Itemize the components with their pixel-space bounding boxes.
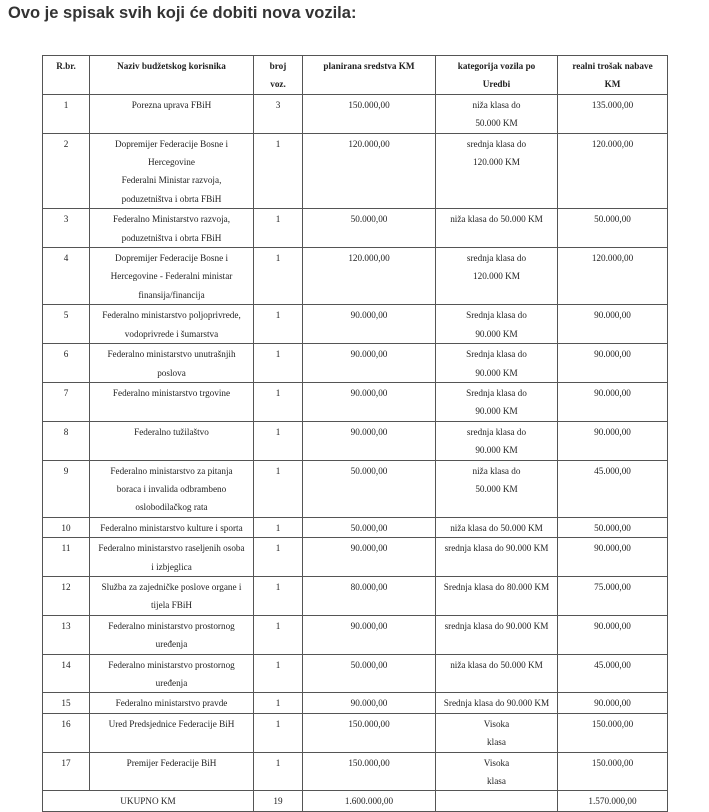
cell-kategorija (436, 713, 558, 752)
cell-korisnik (90, 538, 254, 577)
cell-kategorija (436, 248, 558, 305)
cell-kategorija (436, 538, 558, 577)
cell-line: 50.000,00 (350, 522, 388, 533)
table-row (43, 94, 668, 133)
cell-line: 90.000,00 (594, 543, 631, 554)
cell-line: Srednja klasa do (466, 349, 527, 360)
cell-planirana-sredstva (303, 209, 436, 248)
cell-line: Srednja klasa do 90.000 KM (443, 698, 550, 709)
cell-line: 90.000,00 (594, 620, 631, 631)
cell-line: 90.000,00 (594, 349, 631, 360)
cell-line: 3 (275, 99, 281, 110)
cell-line: Federalno ministarstvo raseljenih osoba (98, 543, 245, 554)
cell-line: srednja klasa do 90.000 KM (444, 543, 549, 554)
header-line: planirana sredstva KM (323, 61, 415, 71)
cell-broj-vozila (254, 517, 303, 537)
cell-line: 150.000,00 (348, 757, 390, 768)
cell-line: 1 (275, 465, 281, 476)
cell-line: 50.000,00 (594, 214, 631, 225)
cell-line: 17 (61, 757, 71, 768)
cell-planirana-sredstva (303, 305, 436, 344)
cell-line: 1 (275, 522, 281, 533)
table-row (43, 576, 668, 615)
cell-broj-vozila (254, 460, 303, 517)
cell-planirana-sredstva (303, 382, 436, 421)
cell-realni-trosak (558, 576, 668, 615)
cell-rbr (43, 538, 90, 577)
cell-line: Federalno ministarstvo prostornog (108, 659, 235, 670)
cell-line: 1 (275, 659, 281, 670)
table-row (43, 209, 668, 248)
cell-line: Hercegovine (148, 157, 195, 168)
cell-rbr (43, 460, 90, 517)
cell-rbr (43, 305, 90, 344)
cell-line: Srednja klasa do 80.000 KM (443, 581, 550, 592)
cell-broj-vozila (254, 209, 303, 248)
cell-line: poslova (157, 367, 186, 378)
table-row (43, 460, 668, 517)
vehicle-table (42, 55, 668, 812)
cell-line: poduzetništva i obrta FBiH (121, 232, 222, 243)
cell-line: 90.000,00 (594, 310, 631, 321)
cell-line: 90.000 KM (475, 445, 518, 456)
cell-line: srednja klasa do (466, 138, 527, 149)
table-row (43, 305, 668, 344)
cell-line: 1 (63, 99, 69, 110)
cell-line: 1 (275, 426, 281, 437)
cell-line: 120.000 KM (473, 271, 520, 282)
cell-korisnik (90, 654, 254, 693)
cell-kategorija (436, 305, 558, 344)
header-line: kategorija vozila po (457, 61, 536, 71)
header-line: Naziv budžetskog korisnika (117, 61, 226, 71)
cell-realni-trosak (558, 654, 668, 693)
cell-rbr (43, 576, 90, 615)
table-row (43, 382, 668, 421)
cell-line: srednja klasa do (466, 253, 527, 264)
cell-kategorija (436, 576, 558, 615)
cell-broj-vozila (254, 693, 303, 713)
cell-realni-trosak (558, 615, 668, 654)
cell-line: 50.000,00 (594, 522, 631, 533)
cell-korisnik (90, 382, 254, 421)
cell-broj-vozila (254, 576, 303, 615)
cell-rbr (43, 752, 90, 791)
page-heading: Ovo je spisak svih koji će dobiti nova vozila: (8, 4, 357, 22)
cell-realni-trosak (558, 382, 668, 421)
cell-planirana-sredstva (303, 752, 436, 791)
table-header-row (43, 56, 668, 95)
cell-line: 3 (63, 214, 69, 225)
cell-realni-trosak (558, 344, 668, 383)
cell-line: 1 (275, 718, 281, 729)
total-row (43, 791, 668, 811)
header-rbr (43, 56, 90, 95)
cell-korisnik (90, 248, 254, 305)
cell-line: 90.000,00 (350, 426, 388, 437)
cell-line: 120.000,00 (348, 138, 390, 149)
cell-line: i izbjeglica (151, 561, 192, 572)
table-row (43, 248, 668, 305)
cell-line: oslobodilačkog rata (135, 502, 208, 513)
table-row (43, 615, 668, 654)
cell-line: Federalni Ministar razvoja, (121, 175, 222, 186)
cell-broj-vozila (254, 538, 303, 577)
cell-line: Federalno ministarstvo poljoprivrede, (102, 310, 241, 321)
cell-line: 2 (63, 138, 69, 149)
cell-line: 120.000,00 (591, 253, 634, 264)
cell-korisnik (90, 713, 254, 752)
cell-line: klasa (487, 737, 506, 748)
cell-kategorija (436, 344, 558, 383)
cell-line: 50.000 KM (475, 483, 518, 494)
cell-line: Porezna uprava FBiH (131, 99, 212, 110)
cell-line: 5 (63, 310, 69, 321)
cell-korisnik (90, 693, 254, 713)
cell-broj-vozila (254, 654, 303, 693)
cell-line: 90.000,00 (350, 310, 388, 321)
cell-line: 1 (275, 698, 281, 709)
cell-line: 12 (61, 581, 71, 592)
cell-broj-vozila (254, 421, 303, 460)
cell-broj-vozila (254, 133, 303, 209)
table-row (43, 752, 668, 791)
table-row (43, 654, 668, 693)
cell-line: 45.000,00 (594, 465, 631, 476)
cell-rbr (43, 133, 90, 209)
cell-line: 1 (275, 620, 281, 631)
cell-planirana-sredstva (303, 654, 436, 693)
cell-line: 50.000,00 (350, 465, 388, 476)
cell-broj-vozila (254, 752, 303, 791)
cell-line: boraca i invalida odbrambeno (116, 483, 227, 494)
cell-line: 120.000,00 (348, 253, 390, 264)
header-broj-vozila (254, 56, 303, 95)
header-line: voz. (270, 79, 286, 90)
cell-line: Dopremijer Federacije Bosne i (114, 253, 229, 264)
table-row (43, 421, 668, 460)
cell-kategorija (436, 209, 558, 248)
total-real: 1.570.000,00 (558, 791, 668, 811)
cell-line: vodoprivrede i šumarstva (124, 328, 219, 339)
cell-rbr (43, 713, 90, 752)
header-line: R.br. (56, 61, 76, 71)
cell-line: 75.000,00 (594, 581, 631, 592)
cell-line: 1 (275, 138, 281, 149)
cell-planirana-sredstva (303, 576, 436, 615)
cell-kategorija (436, 615, 558, 654)
cell-line: Srednja klasa do (466, 387, 527, 398)
cell-korisnik (90, 517, 254, 537)
total-count: 19 (254, 791, 303, 811)
cell-realni-trosak (558, 517, 668, 537)
cell-rbr (43, 209, 90, 248)
header-line: Uredbi (482, 79, 511, 90)
cell-rbr (43, 654, 90, 693)
cell-broj-vozila (254, 94, 303, 133)
cell-line: klasa (487, 776, 506, 787)
cell-realni-trosak (558, 305, 668, 344)
cell-line: 50.000,00 (350, 659, 388, 670)
cell-realni-trosak (558, 460, 668, 517)
cell-planirana-sredstva (303, 460, 436, 517)
table-row (43, 517, 668, 537)
cell-realni-trosak (558, 421, 668, 460)
cell-line: 90.000 KM (475, 367, 518, 378)
cell-line: Premijer Federacije BiH (126, 757, 217, 768)
cell-korisnik (90, 615, 254, 654)
header-realni-trosak (558, 56, 668, 95)
cell-line: 1 (275, 253, 281, 264)
cell-realni-trosak (558, 713, 668, 752)
cell-line: 50.000,00 (350, 214, 388, 225)
cell-broj-vozila (254, 713, 303, 752)
cell-line: 1 (275, 310, 281, 321)
total-category (436, 791, 558, 811)
cell-korisnik (90, 421, 254, 460)
header-line: KM (604, 79, 621, 90)
cell-kategorija (436, 460, 558, 517)
cell-planirana-sredstva (303, 248, 436, 305)
cell-rbr (43, 615, 90, 654)
cell-line: Federalno Ministarstvo razvoja, (112, 214, 231, 225)
cell-planirana-sredstva (303, 615, 436, 654)
cell-korisnik (90, 752, 254, 791)
cell-line: uređenja (155, 678, 188, 688)
cell-planirana-sredstva (303, 517, 436, 537)
cell-rbr (43, 344, 90, 383)
cell-rbr (43, 248, 90, 305)
cell-line: Federalno ministarstvo prostornog (108, 620, 235, 631)
cell-line: Federalno tužilaštvo (134, 426, 209, 437)
cell-line: 1 (275, 581, 281, 592)
cell-broj-vozila (254, 344, 303, 383)
cell-kategorija (436, 133, 558, 209)
cell-realni-trosak (558, 752, 668, 791)
cell-line: 90.000,00 (594, 426, 631, 437)
cell-rbr (43, 94, 90, 133)
cell-line: 15 (61, 698, 71, 709)
cell-line: niža klasa do 50.000 KM (450, 214, 543, 225)
cell-realni-trosak (558, 693, 668, 713)
header-line: realni trošak nabave (572, 61, 653, 71)
cell-broj-vozila (254, 382, 303, 421)
cell-rbr (43, 693, 90, 713)
table-row (43, 538, 668, 577)
cell-korisnik (90, 209, 254, 248)
table-body (43, 94, 668, 811)
cell-line: 120.000 KM (473, 157, 520, 168)
cell-line: 16 (61, 718, 71, 729)
cell-line: 90.000,00 (350, 349, 388, 360)
cell-korisnik (90, 94, 254, 133)
cell-line: 1 (275, 387, 281, 398)
cell-planirana-sredstva (303, 94, 436, 133)
table-row (43, 344, 668, 383)
cell-planirana-sredstva (303, 713, 436, 752)
cell-line: srednja klasa do 90.000 KM (444, 620, 549, 631)
cell-broj-vozila (254, 615, 303, 654)
cell-line: Služba za zajedničke poslove organe i (101, 581, 242, 592)
cell-line: 11 (61, 543, 71, 554)
cell-line: 4 (63, 253, 69, 264)
header-line: broj (269, 61, 287, 71)
cell-line: srednja klasa do (466, 426, 527, 437)
cell-korisnik (90, 576, 254, 615)
cell-kategorija (436, 421, 558, 460)
cell-line: Visoka (483, 718, 510, 729)
cell-line: 13 (61, 620, 71, 631)
cell-rbr (43, 517, 90, 537)
cell-korisnik (90, 344, 254, 383)
cell-realni-trosak (558, 248, 668, 305)
cell-line: niža klasa do (472, 99, 521, 110)
cell-kategorija (436, 693, 558, 713)
total-planned: 1.600.000,00 (303, 791, 436, 811)
cell-planirana-sredstva (303, 538, 436, 577)
cell-line: 6 (63, 349, 69, 360)
cell-rbr (43, 421, 90, 460)
cell-line: 90.000 KM (475, 328, 518, 339)
cell-line: 90.000,00 (350, 543, 388, 554)
cell-kategorija (436, 752, 558, 791)
cell-line: 90.000,00 (594, 698, 631, 709)
cell-line: 150.000,00 (348, 99, 390, 110)
cell-line: Federalno ministarstvo pravde (115, 698, 228, 709)
cell-planirana-sredstva (303, 344, 436, 383)
total-label: UKUPNO KM (43, 791, 254, 811)
cell-kategorija (436, 517, 558, 537)
cell-korisnik (90, 133, 254, 209)
cell-line: 8 (63, 426, 69, 437)
cell-line: niža klasa do (472, 465, 521, 476)
cell-line: Ured Predsjednice Federacije BiH (108, 718, 235, 729)
cell-line: Visoka (483, 757, 510, 768)
cell-line: 90.000,00 (350, 698, 388, 709)
cell-kategorija (436, 382, 558, 421)
cell-line: niža klasa do 50.000 KM (450, 522, 543, 533)
cell-line: 90.000,00 (594, 387, 631, 398)
cell-line: poduzetništva i obrta FBiH (121, 193, 222, 204)
cell-line: 150.000,00 (591, 757, 634, 768)
cell-broj-vozila (254, 248, 303, 305)
cell-line: 120.000,00 (591, 138, 634, 149)
cell-kategorija (436, 94, 558, 133)
cell-realni-trosak (558, 538, 668, 577)
cell-line: 1 (275, 543, 281, 554)
table-row (43, 693, 668, 713)
header-planirana-sredstva (303, 56, 436, 95)
table-row (43, 713, 668, 752)
cell-line: 90.000,00 (350, 620, 388, 631)
cell-line: 90.000,00 (350, 387, 388, 398)
cell-line: 14 (61, 659, 71, 670)
cell-line: finansija/financija (138, 289, 205, 300)
cell-line: 150.000,00 (348, 718, 390, 729)
cell-realni-trosak (558, 133, 668, 209)
cell-korisnik (90, 305, 254, 344)
cell-realni-trosak (558, 94, 668, 133)
cell-line: Federalno ministarstvo unutrašnjih (107, 349, 236, 360)
cell-line: 50.000 KM (475, 118, 518, 129)
cell-line: 135.000,00 (591, 99, 634, 110)
cell-line: Federalno ministarstvo trgovine (112, 387, 231, 398)
cell-planirana-sredstva (303, 693, 436, 713)
cell-line: 80.000,00 (350, 581, 388, 592)
cell-planirana-sredstva (303, 421, 436, 460)
cell-line: 1 (275, 757, 281, 768)
cell-line: 150.000,00 (591, 718, 634, 729)
cell-line: 9 (63, 465, 69, 476)
cell-kategorija (436, 654, 558, 693)
cell-line: Federalno ministarstvo za pitanja (110, 465, 233, 476)
cell-broj-vozila (254, 305, 303, 344)
cell-line: 1 (275, 214, 281, 225)
cell-line: uređenja (155, 639, 188, 650)
cell-line: Federalno ministarstvo kulture i sporta (100, 522, 243, 533)
cell-line: niža klasa do 50.000 KM (450, 659, 543, 670)
cell-line: 1 (275, 349, 281, 360)
cell-rbr (43, 382, 90, 421)
cell-line: Hercegovine - Federalni ministar (110, 271, 233, 282)
cell-line: Srednja klasa do (466, 310, 527, 321)
header-kategorija (436, 56, 558, 95)
cell-realni-trosak (558, 209, 668, 248)
cell-line: 90.000 KM (475, 406, 518, 417)
table-row (43, 133, 668, 209)
cell-line: tijela FBiH (150, 600, 193, 611)
cell-line: 45.000,00 (594, 659, 631, 670)
header-korisnik (90, 56, 254, 95)
cell-planirana-sredstva (303, 133, 436, 209)
cell-korisnik (90, 460, 254, 517)
cell-line: 10 (61, 522, 71, 533)
cell-line: Dopremijer Federacije Bosne i (114, 138, 229, 149)
cell-line: 7 (63, 387, 69, 398)
